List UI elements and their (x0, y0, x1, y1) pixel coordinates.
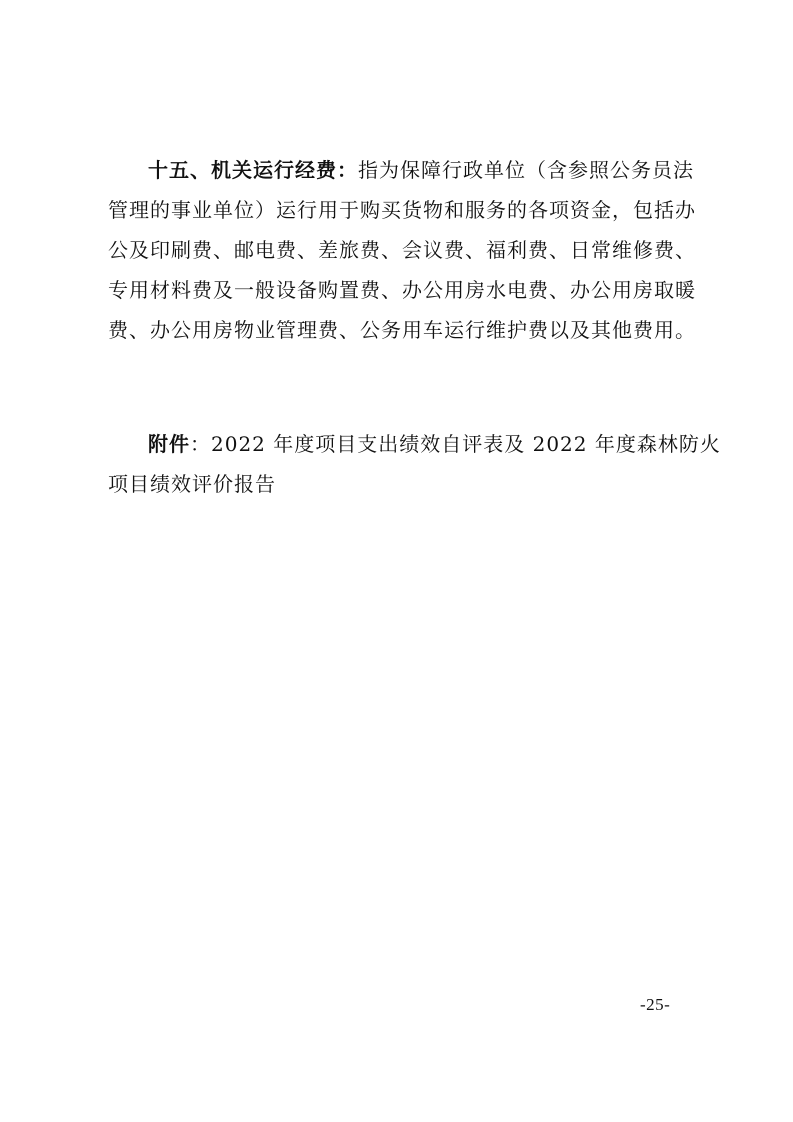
definition-line: 费、办公用房物业管理费、公务用车运行维护费以及其他费用。 (108, 318, 696, 342)
attachment-text: 2022 年度项目支出绩效自评表及 2022 年度森林防火 (211, 432, 721, 456)
attachment-paragraph (108, 424, 721, 504)
attachment-line: 项目绩效评价报告 (108, 472, 276, 496)
attachment-label: 附件 (148, 432, 190, 456)
term-colon: ： (337, 158, 358, 182)
definition-text: 指为保障行政单位（含参照公务员法 (358, 158, 694, 182)
definition-line: 专用材料费及一般设备购置费、办公用房水电费、办公用房取暖 (108, 278, 696, 302)
attachment-colon: ： (190, 432, 211, 456)
paragraph-first-line (108, 150, 694, 190)
definition-line: 公及印刷费、邮电费、差旅费、会议费、福利费、日常维修费、 (108, 238, 696, 262)
attachment-first-line (108, 424, 721, 464)
definition-line: 管理的事业单位）运行用于购买货物和服务的各项资金，包括办 (108, 198, 696, 222)
term-heading: 十五、机关运行经费 (148, 158, 337, 182)
page-number: -25- (640, 995, 671, 1014)
section-15-paragraph (108, 150, 696, 350)
